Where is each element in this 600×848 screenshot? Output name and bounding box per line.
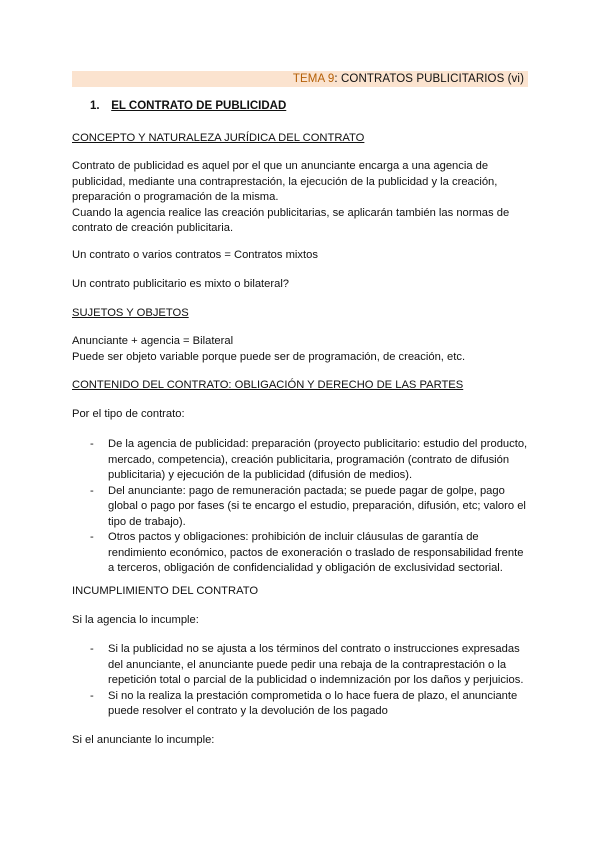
bullet-line: global o pago por fases (si te encargo el estudio, preparación, difusión, etc; valoro el (108, 500, 526, 512)
bullet-line: Del anunciante: pago de remuneración pactada; se puede pagar de golpe, pago (108, 484, 505, 497)
bullet-line: repetición total o parcial de la publicidad o indemnización por los daños y perjuicios. (108, 674, 524, 686)
bullet-line: Otros pactos y obligaciones: prohibición de incluir cláusulas de garantía de (108, 531, 479, 543)
contenido-heading: CONTENIDO DEL CONTRATO: OBLIGACIÓN Y DERECHO DE LAS PARTES (72, 379, 464, 391)
bullet-line: Si no la realiza la prestación comprometida o lo hace fuera de plazo, el anunciante (108, 689, 518, 702)
sujetos-heading: SUJETOS Y OBJETOS (72, 307, 189, 319)
list-item (72, 689, 542, 720)
concepto-line: contrato de creación publicitaria. (72, 222, 234, 234)
bullet-line: De la agencia de publicidad: preparación (proyecto publicitario: estudio del producto, (108, 438, 528, 450)
bullet-dash: - (90, 438, 94, 450)
list-item (72, 437, 542, 484)
bullet-line: Si la publicidad no se ajusta a los términos del contrato o instrucciones expresadas (108, 643, 520, 655)
bullet-dash: - (90, 531, 94, 543)
bullet-line: del anunciante, el anunciante puede pedir una rebaja de la contraprestación o la (108, 658, 507, 671)
concepto-line: Cuando la agencia realice las creación publicitarias, se aplicarán también las normas de (72, 206, 510, 219)
incumplimiento-heading: INCUMPLIMIENTO DEL CONTRATO (72, 585, 259, 597)
anunciante-incumple-intro: Si el anunciante lo incumple: (72, 734, 215, 746)
sujetos-line: Puede ser objeto variable porque puede ser de programación, de creación, etc. (72, 350, 466, 363)
contratos-mixtos-line: Un contrato o varios contratos = Contratos mixtos (72, 249, 318, 261)
incumplimiento-bullet-list (72, 642, 542, 720)
bullet-line: rendimiento económico, pactos de exoneración o traslado de responsabilidad frente (108, 546, 524, 559)
section-title-text: EL CONTRATO DE PUBLICIDAD (111, 100, 287, 112)
bullet-dash: - (90, 689, 94, 702)
bullet-line: a terceros, obligación de confidencialidad y obligación de exclusividad sectorial. (108, 562, 503, 574)
contenido-intro: Por el tipo de contrato: (72, 408, 185, 420)
bullet-line: mercado, competencia), creación publicitaria, programación (contrato de difusión (108, 453, 510, 466)
section-title (90, 100, 286, 112)
bullet-line: publicitaria) y ejecución de la publicidad (difusión de medios). (108, 469, 413, 481)
header-topic: : CONTRATOS PUBLICITARIOS (vi) (334, 73, 524, 85)
section-number: 1. (90, 100, 100, 112)
concepto-line: publicidad, mediante una contraprestación, la ejecución de la publicidad y la creación, (72, 175, 498, 188)
agencia-incumple-intro: Si la agencia lo incumple: (72, 614, 199, 626)
bullet-line: tipo de trabajo). (108, 515, 186, 528)
bullet-dash: - (90, 643, 94, 655)
running-header (293, 73, 524, 85)
contenido-bullet-list (72, 437, 542, 577)
list-item (72, 530, 542, 577)
concepto-line: preparación o programación de la misma. (72, 191, 279, 203)
pregunta-line: Un contrato publicitario es mixto o bilateral? (72, 278, 290, 290)
concepto-line: Contrato de publicidad es aquel por el que un anunciante encarga a una agencia de (72, 160, 489, 172)
concepto-heading: CONCEPTO Y NATURALEZA JURÍDICA DEL CONTRATO (72, 132, 365, 144)
list-item (72, 484, 542, 531)
sujetos-line: Anunciante + agencia = Bilateral (72, 335, 234, 347)
list-item (72, 642, 542, 689)
header-tema-label: TEMA 9 (292, 73, 335, 85)
bullet-line: puede resolver el contrato y la devolución de los pagado (108, 705, 388, 717)
bullet-dash: - (90, 484, 94, 497)
